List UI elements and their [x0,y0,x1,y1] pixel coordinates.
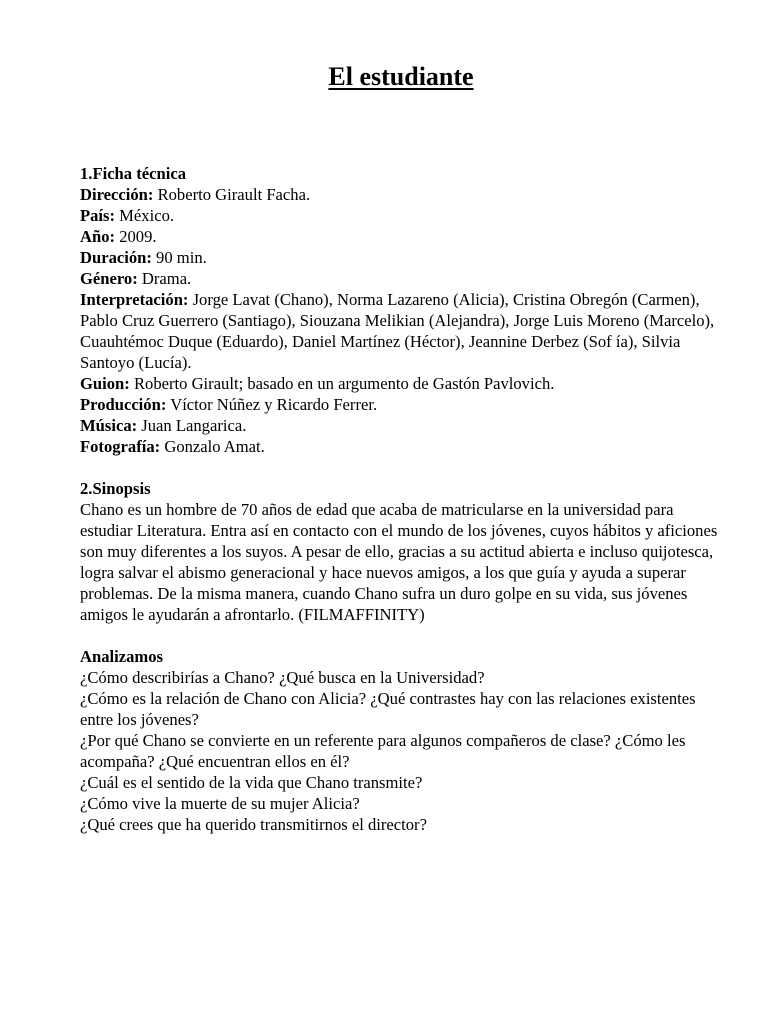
field-value: Roberto Girault Facha. [153,185,311,204]
field-produccion [80,394,720,415]
field-value: Drama. [137,269,192,288]
field-value: México. [115,206,175,225]
sinopsis-text: Chano es un hombre de 70 años de edad que acaba de matricularse en la universidad para estudiar Literatura. Entra así en contacto con el mundo de los jóvenes, cuyos hábitos y aficiones son muy diferentes a los suyos. A pesar de ello, gracias a su actitud abierta e incluso quijotesca, logra salvar el abismo generacional y hace nuevos amigos, a los que guía y ayuda a superar problemas. De la misma manera, cuando Chano sufra un duro golpe en su vida, sus jóvenes amigos le ayudarán a afrontarlo. (FILMAFFINITY) [80,500,718,624]
field-value: Juan Langarica. [137,416,247,435]
field-fotografia [80,436,720,457]
field-value: Gonzalo Amat. [160,437,265,456]
field-label: Guion: [80,374,130,393]
field-value: Roberto Girault; basado en un argumento de Gastón Pavlovich. [129,374,555,393]
field-ano [80,226,720,247]
sinopsis-heading: 2.Sinopsis [80,479,151,498]
field-pais [80,205,720,226]
field-label: Interpretación: [80,290,189,309]
analizamos-heading: Analizamos [80,647,163,666]
field-genero [80,268,720,289]
section-spacer [80,457,720,478]
field-label: Duración: [80,248,152,267]
question-item: ¿Cómo describirías a Chano? ¿Qué busca en la Universidad? [80,668,485,687]
ficha-tecnica-heading: 1.Ficha técnica [80,164,186,183]
sinopsis-section [80,478,720,625]
field-value: Jorge Lavat (Chano), Norma Lazareno (Alicia), Cristina Obregón (Carmen), Pablo Cruz Guerrero (Santiago), Siouzana Melikian (Alejandra), Jorge Luis Moreno (Marcelo), Cuauhtémoc Duque (Eduardo), Daniel Martínez (Héctor), Jeannine Derbez (Sof ía), Silvia Santoyo (Lucía). [80,290,715,372]
field-duracion [80,247,720,268]
document-body [80,163,720,835]
field-label: Dirección: [80,185,154,204]
field-interpretacion [80,289,720,373]
field-guion [80,373,720,394]
question-item: ¿Por qué Chano se convierte en un referente para algunos compañeros de clase? ¿Cómo les acompaña? ¿Qué encuentran ellos en él? [80,731,686,771]
question-item: ¿Cómo es la relación de Chano con Alicia? ¿Qué contrastes hay con las relaciones existentes entre los jóvenes? [80,689,696,729]
field-value: 2009. [115,227,157,246]
field-label: Música: [80,416,138,435]
field-label: Fotografía: [80,437,161,456]
question-item: ¿Cuál es el sentido de la vida que Chano transmite? [80,773,423,792]
question-item: ¿Qué crees que ha querido transmitirnos el director? [80,815,427,834]
field-musica [80,415,720,436]
question-item: ¿Cómo vive la muerte de su mujer Alicia? [80,794,360,813]
field-label: País: [80,206,116,225]
field-value: 90 min. [151,248,207,267]
field-label: Año: [80,227,116,246]
section-spacer [80,625,720,646]
field-label: Producción: [80,395,167,414]
ficha-tecnica-section [80,163,720,457]
analizamos-section [80,646,720,835]
field-label: Género: [80,269,138,288]
field-direccion [80,184,720,205]
document-title: El estudiante [328,62,474,91]
field-value: Víctor Núñez y Ricardo Ferrer. [166,395,378,414]
